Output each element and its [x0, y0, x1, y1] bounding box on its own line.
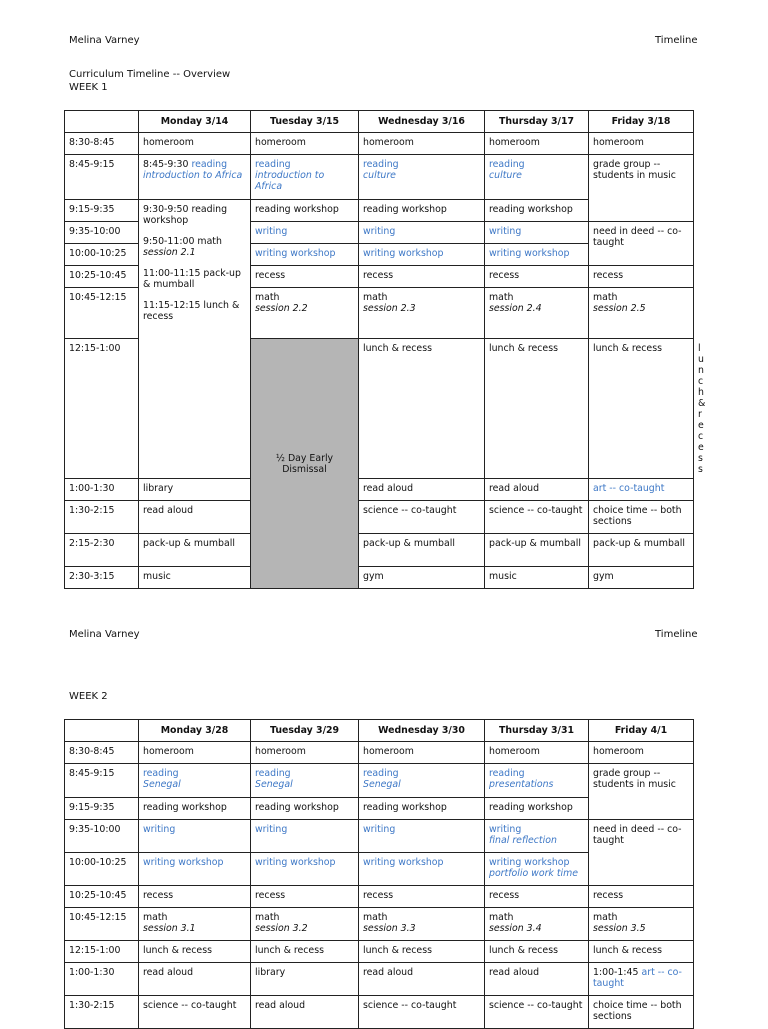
cell: homeroom	[359, 742, 485, 764]
cell: choice time -- both sections	[589, 996, 694, 1029]
session-text: session 3.4	[489, 923, 542, 934]
topic-text: introduction to Africa	[255, 170, 325, 192]
cell: writing final reflection	[485, 820, 589, 853]
cell: recess	[485, 886, 589, 908]
day-header: Friday 3/18	[589, 111, 694, 133]
table-row	[65, 155, 694, 200]
cell: math session 2.4	[485, 288, 589, 339]
topic-text: portfolio work time	[489, 868, 579, 879]
day-header: Monday 3/28	[139, 720, 251, 742]
topic-text: culture	[363, 170, 396, 181]
cell: reading workshop	[359, 200, 485, 222]
week2-schedule-table	[64, 719, 694, 1029]
session-text: session 2.1	[143, 247, 196, 258]
cell: homeroom	[589, 133, 694, 155]
subject-reading: reading	[191, 159, 228, 170]
schedule-entry: 9:30-9:50 reading workshop	[143, 204, 228, 226]
time-cell: 8:45-9:15	[65, 764, 139, 798]
cell: recess	[251, 266, 359, 288]
cell: science -- co-taught	[359, 501, 485, 534]
cell: recess	[251, 886, 359, 908]
time-cell: 1:00-1:30	[65, 963, 139, 996]
doc-label: Timeline	[655, 35, 698, 46]
cell: lunch & recess	[359, 339, 485, 479]
table-header-row	[65, 720, 694, 742]
time-cell: 2:30-3:15	[65, 567, 139, 589]
session-text: session 3.2	[255, 923, 308, 934]
table-row	[65, 941, 694, 963]
cell: writing workshop	[139, 853, 251, 886]
cell: homeroom	[251, 742, 359, 764]
cell: need in deed -- co-taught	[589, 820, 694, 886]
cell: science -- co-taught	[359, 996, 485, 1029]
cell: writing workshop portfolio work time	[485, 853, 589, 886]
monday-half-day-cell	[139, 200, 251, 479]
time-cell: 9:15-9:35	[65, 200, 139, 222]
cell: reading Senegal	[359, 764, 485, 798]
cell: writing	[251, 222, 359, 244]
table-header-row	[65, 111, 694, 133]
day-header: Friday 4/1	[589, 720, 694, 742]
cell: homeroom	[485, 133, 589, 155]
topic-text: Senegal	[255, 779, 293, 790]
cell: lunch & recess	[139, 941, 251, 963]
cell: read aloud	[251, 996, 359, 1029]
table-row: 12:15-1:00 ½ Day Early Dismissal lunch & recess lunch & recess lunch & recess lunch & recess	[65, 339, 694, 479]
session-text: session 2.3	[363, 303, 416, 314]
cell: writing workshop	[251, 244, 359, 266]
cell: 1:00-1:45 art -- co-taught	[589, 963, 694, 996]
cell: recess	[485, 266, 589, 288]
cell: pack-up & mumball	[589, 534, 694, 567]
topic-text: presentations	[489, 779, 554, 790]
subject-reading: reading	[255, 159, 291, 170]
cell: read aloud	[139, 501, 251, 534]
cell: lunch & recess	[359, 941, 485, 963]
time-cell: 10:25-10:45	[65, 886, 139, 908]
cell: pack-up & mumball	[139, 534, 251, 567]
table-row	[65, 886, 694, 908]
cell: library	[139, 479, 251, 501]
cell: homeroom	[589, 742, 694, 764]
table-row	[65, 742, 694, 764]
cell: reading workshop	[139, 798, 251, 820]
schedule-entry: 9:50-11:00 math session 2.1	[143, 236, 222, 258]
time-cell: 9:35-10:00	[65, 820, 139, 853]
session-text: session 3.5	[593, 923, 646, 934]
corner-cell	[65, 720, 139, 742]
cell: gym	[359, 567, 485, 589]
cell: pack-up & mumball	[359, 534, 485, 567]
cell: recess	[359, 266, 485, 288]
table-row	[65, 534, 694, 567]
session-text: session 3.1	[143, 923, 196, 934]
schedule-entry: 11:00-11:15 pack-up & mumball	[143, 268, 241, 290]
cell: writing	[359, 222, 485, 244]
cell: lunch & recess	[485, 339, 589, 479]
session-text: session 2.2	[255, 303, 308, 314]
time-cell: 10:00-10:25	[65, 244, 139, 266]
cell: science -- co-taught	[485, 996, 589, 1029]
session-text: session 3.3	[363, 923, 416, 934]
cell: read aloud	[359, 479, 485, 501]
cell: recess	[359, 886, 485, 908]
cell: pack-up & mumball	[485, 534, 589, 567]
cell: reading workshop	[485, 798, 589, 820]
cell: read aloud	[485, 479, 589, 501]
cell: reading Senegal	[251, 764, 359, 798]
cell: writing	[251, 820, 359, 853]
time-cell: 9:35-10:00	[65, 222, 139, 244]
topic-text: Senegal	[143, 779, 181, 790]
time-cell: 9:15-9:35	[65, 798, 139, 820]
cell: reading workshop	[359, 798, 485, 820]
cell: grade group -- students in music	[589, 155, 694, 222]
time-cell: 10:45-12:15	[65, 288, 139, 339]
cell: reading workshop	[485, 200, 589, 222]
time-cell: 12:15-1:00	[65, 339, 139, 479]
cell: recess	[139, 886, 251, 908]
session-text: session 2.5	[593, 303, 646, 314]
cell: math session 2.3	[359, 288, 485, 339]
cell: lunch & recess	[251, 941, 359, 963]
day-header: Wednesday 3/16	[359, 111, 485, 133]
time-cell: 10:00-10:25	[65, 853, 139, 886]
corner-cell	[65, 111, 139, 133]
time-cell: 12:15-1:00	[65, 941, 139, 963]
cell: need in deed -- co-taught	[589, 222, 694, 266]
cell: lunch & recess	[485, 941, 589, 963]
table-row	[65, 133, 694, 155]
cell: gym	[589, 567, 694, 589]
cell: writing workshop	[251, 853, 359, 886]
time-text: 8:45-9:30	[143, 159, 192, 170]
cell: recess	[589, 266, 694, 288]
time-cell: 1:00-1:30	[65, 479, 139, 501]
cell: library	[251, 963, 359, 996]
early-dismissal-cell: ½ Day Early Dismissal	[251, 339, 359, 589]
week1-schedule-table	[64, 110, 706, 589]
cell: music	[485, 567, 589, 589]
time-cell: 10:45-12:15	[65, 908, 139, 941]
cell: writing	[359, 820, 485, 853]
cell: read aloud	[139, 963, 251, 996]
time-cell: 8:45-9:15	[65, 155, 139, 200]
cell	[251, 155, 359, 200]
day-header: Monday 3/14	[139, 111, 251, 133]
doc-title: Curriculum Timeline -- Overview	[69, 69, 231, 80]
cell: lunch & recess	[589, 941, 694, 963]
cell: science -- co-taught	[139, 996, 251, 1029]
cell: math session 2.2	[251, 288, 359, 339]
topic-text: culture	[489, 170, 522, 181]
day-header: Thursday 3/31	[485, 720, 589, 742]
cell	[359, 155, 485, 200]
table-row	[65, 820, 694, 853]
cell: math session 3.2	[251, 908, 359, 941]
topic-text: final reflection	[489, 835, 557, 846]
time-cell: 1:30-2:15	[65, 996, 139, 1029]
cell: math session 3.1	[139, 908, 251, 941]
cell: music	[139, 567, 251, 589]
table-row	[65, 908, 694, 941]
day-header: Thursday 3/17	[485, 111, 589, 133]
subject-reading: reading	[489, 159, 525, 170]
topic-text: Senegal	[363, 779, 401, 790]
session-text: session 2.4	[489, 303, 542, 314]
cell: science -- co-taught	[485, 501, 589, 534]
cell: writing workshop	[359, 853, 485, 886]
topic-text: introduction to Africa	[143, 170, 243, 181]
time-cell: 8:30-8:45	[65, 133, 139, 155]
cell: read aloud	[485, 963, 589, 996]
cell	[485, 155, 589, 200]
cell: grade group -- students in music	[589, 764, 694, 820]
subject-reading: reading	[363, 159, 399, 170]
cell: choice time -- both sections	[589, 501, 694, 534]
cell: recess	[589, 886, 694, 908]
cell: writing workshop	[359, 244, 485, 266]
day-header: Tuesday 3/15	[251, 111, 359, 133]
cell: math session 3.5	[589, 908, 694, 941]
table-row	[65, 963, 694, 996]
cell: homeroom	[139, 133, 251, 155]
doc-label: Timeline	[655, 629, 698, 640]
time-cell: 2:15-2:30	[65, 534, 139, 567]
cell: lunch & recess	[589, 339, 694, 479]
cell: reading presentations	[485, 764, 589, 798]
cell: math session 3.3	[359, 908, 485, 941]
schedule-entry: 11:15-12:15 lunch & recess	[143, 300, 240, 322]
time-cell: 10:25-10:45	[65, 266, 139, 288]
cell: homeroom	[251, 133, 359, 155]
author-name: Melina Varney	[69, 629, 140, 640]
time-cell: 8:30-8:45	[65, 742, 139, 764]
author-name: Melina Varney	[69, 35, 140, 46]
cell: homeroom	[139, 742, 251, 764]
cell: homeroom	[485, 742, 589, 764]
day-header: Tuesday 3/29	[251, 720, 359, 742]
cell: math session 3.4	[485, 908, 589, 941]
week-label: WEEK 1	[69, 82, 108, 93]
cell	[139, 155, 251, 200]
cell: writing workshop	[485, 244, 589, 266]
cell: reading workshop	[251, 798, 359, 820]
day-header: Wednesday 3/30	[359, 720, 485, 742]
table-row	[65, 567, 694, 589]
cell: homeroom	[359, 133, 485, 155]
cell: art -- co-taught	[589, 479, 694, 501]
cell: math session 2.5	[589, 288, 694, 339]
cell: writing	[485, 222, 589, 244]
cell: read aloud	[359, 963, 485, 996]
cell: writing	[139, 820, 251, 853]
table-row	[65, 501, 694, 534]
table-row	[65, 479, 694, 501]
time-cell: 1:30-2:15	[65, 501, 139, 534]
week-label: WEEK 2	[69, 691, 108, 702]
cell: reading Senegal	[139, 764, 251, 798]
table-row	[65, 764, 694, 798]
cell: reading workshop	[251, 200, 359, 222]
